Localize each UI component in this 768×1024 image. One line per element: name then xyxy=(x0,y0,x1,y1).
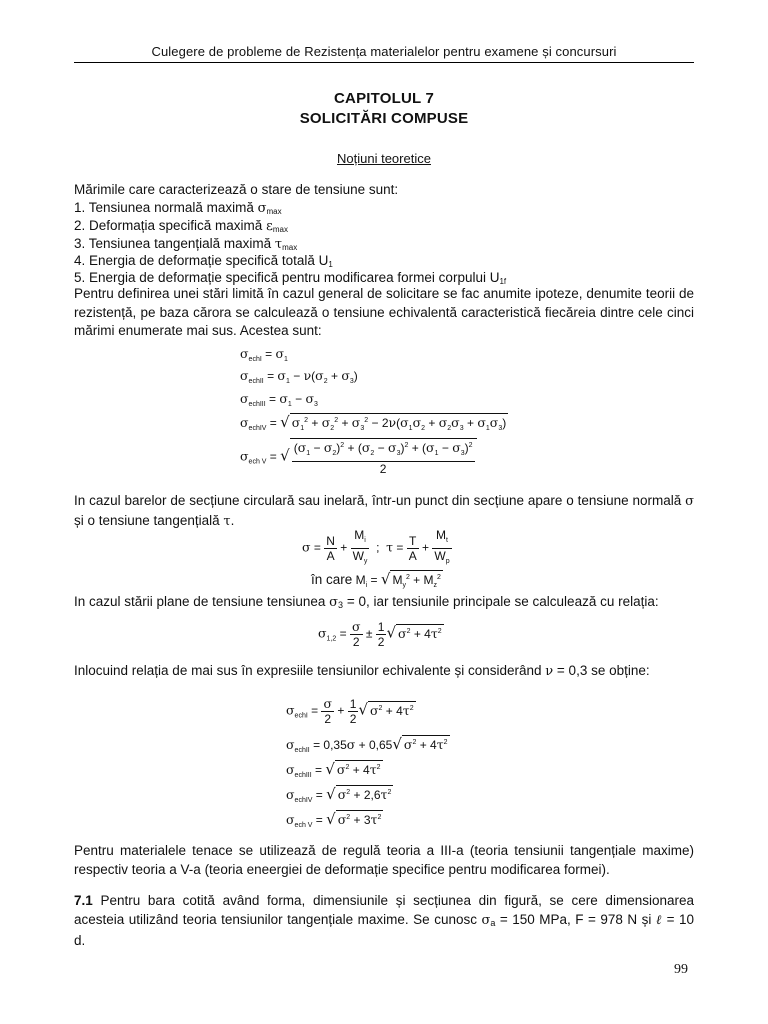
formula-sigma-ech-III: $\sigma_{echIII} = \sigma_1 - \sigma_3$ xyxy=(240,391,318,408)
problem-number: 7.1 xyxy=(74,893,93,908)
formula-sigma-ech-II: $\sigma_{echII} = \sigma_1 - \nu(\sigma_2 + \sigma_3)$ xyxy=(240,368,358,385)
list-item: 4. Energia de deformație specifică totală $U_1$ xyxy=(74,253,333,269)
formula-ech-V-result: $\sigma_{ech V}$ = √ $\sigma^2 + 3\tau^2$ xyxy=(286,810,382,829)
chapter-number: CAPITOLUL 7 xyxy=(334,90,434,107)
paragraph-substitution: Inlocuind relația de mai sus în expresiile tensiunilor echivalente și considerând ν = 0,3 se obține: xyxy=(74,663,650,679)
formula-ech-III-result: $\sigma_{echIII}$ = √ $\sigma^2 + 4\tau^2$ xyxy=(286,760,381,779)
formula-ech-II-result: $\sigma_{echII} = 0,35\sigma + 0,65√$ $\sigma^2 + 4\tau^2$ xyxy=(286,735,448,754)
formula-ech-I-result: $\sigma_{echI}$ = $\frac{\sigma}{2}$ + $\frac{1}{2}$ √ $\sigma^2 + 4\tau^2$ xyxy=(286,696,414,726)
section-title: Noțiuni teoretice xyxy=(337,151,431,166)
header-divider xyxy=(74,62,694,63)
list-item: 5. Energia de deformație specifică pentru modificarea formei corpului $U_{1f}$ xyxy=(74,270,507,286)
chapter-title: SOLICITĂRI COMPUSE xyxy=(299,110,469,127)
paragraph-tough-materials: Pentru materialele tenace se utilizează de regulă teoria a III-a (teoria tensiunii tangențiale maxime) respectiv teoria a V-a (teoria eneergiei de deformație specifice pentru modificarea formei). xyxy=(74,843,694,877)
paragraph-theories: Pentru definirea unei stări limită în cazul general de solicitare se fac anumite ipoteze, denumite teorii de rezistență, pe baza cărora se calculează o tensiune echivalentă caracteristică fiecăreia dintre cele cinci mărimi enumerate mai sus. Acestea sunt: xyxy=(74,286,694,338)
formula-sigma-ech-IV: $\sigma_{echIV}$ = √ $\sigma_1^2 + \sigma_2^2 + \sigma_3^2 - 2\nu(\sigma_1\sigma_2 + \sigma_2\sigma_3 + \sigma_1\sigma_3)$ xyxy=(240,413,508,436)
paragraph-circular-bars: In cazul barelor de secțiune circulară sau inelară, într-un punct din secțiune apare o tensiune normală σ și o tensiune tangențială τ. xyxy=(74,493,694,529)
page-number: 99 xyxy=(674,962,688,977)
problem-7-1: 7.1 Pentru bara cotită având forma, dimensiunile și secțiunea din figură, se cere dimensionarea acesteia utilizând teoria tensiunilor tangențiale maxime. Se cunosc σa = 150 MPa, F = 978 N și ℓ = 10 d. xyxy=(74,893,694,948)
list-item: 3. Tensiunea tangențială maximă $\tau_{max}$ xyxy=(74,236,298,252)
formula-sigma-tau: σ = $\frac{N}{A}$ + $\frac{M_i}{W_y}$ ; τ = $\frac{T}{A}$ + $\frac{M_t}{W_p}$ xyxy=(302,528,450,565)
running-header: Culegere de probleme de Rezistența materialelor pentru examene și concursuri xyxy=(151,44,617,59)
list-item: 1. Tensiunea normală maximă $\sigma_{max}$ xyxy=(74,200,282,216)
paragraph-plane-stress: In cazul stării plane de tensiune tensiunea σ3 = 0, iar tensiunile principale se calculează cu relația: xyxy=(74,594,659,610)
formula-principal-stresses: $\sigma_{1,2}$ = $\frac{\sigma}{2}$ ± $\frac{1}{2}$ √ $\sigma^2 + 4\tau^2$ xyxy=(318,619,442,649)
intro-text: Mărimile care caracterizează o stare de tensiune sunt: xyxy=(74,182,399,197)
list-item: 2. Deformația specifică maximă $\varepsilon_{max}$ xyxy=(74,218,288,234)
formula-sigma-ech-I: $\sigma_{echI} = \sigma_1$ xyxy=(240,346,288,363)
formula-sigma-ech-V: $\sigma_{ech V}$ = √ $\frac{(\sigma_1 - \sigma_2)^2 + (\sigma_2 - \sigma_3)^2 + (\sigma_1 - \sigma_3)^2}{2}$ xyxy=(240,438,477,476)
formula-bending-moment: în care $M_i$ = √ $M_y^2 + M_z^2$ xyxy=(311,570,443,593)
formula-ech-IV-result: $\sigma_{echIV}$ = √ $\sigma^2 + 2,6\tau^2$ xyxy=(286,785,392,804)
